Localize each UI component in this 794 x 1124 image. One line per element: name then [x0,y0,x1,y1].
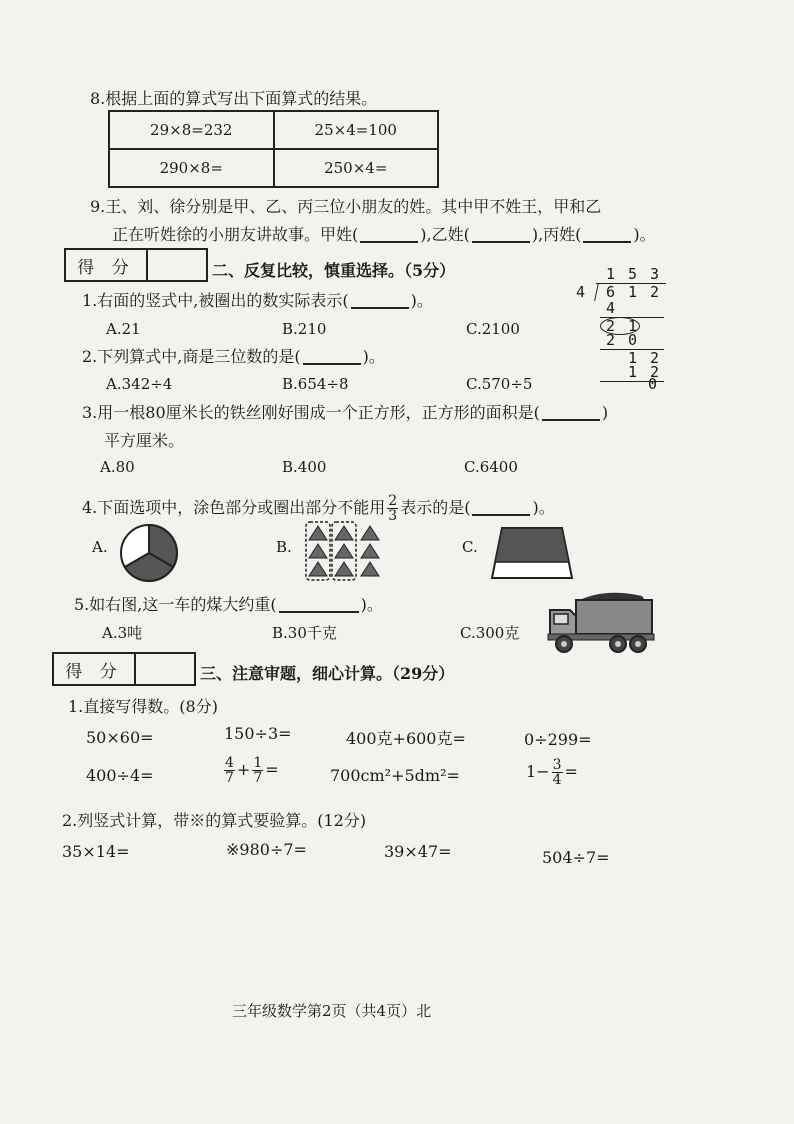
mental-calc: 50×60= [86,728,154,747]
q9-text: ),乙姓( [420,225,470,244]
option-a[interactable]: A.80 [100,458,135,476]
option-a[interactable]: A. [92,538,108,556]
fraction [552,758,563,787]
plus-sign: + [236,760,251,779]
q3-prompt: 3.用一根80厘米长的铁丝刚好围成一个正方形，正方形的面积是( [82,403,540,422]
mental-calc-fraction [526,758,578,787]
step-digit: 2 [650,349,660,367]
step-digit: 4 [606,299,616,317]
score-label: 得 分 [54,654,136,684]
denominator: 7 [253,770,263,786]
q3-line2: 平方厘米。 [104,431,185,450]
fraction [252,756,263,785]
score-label: 得 分 [66,250,148,280]
q4-prompt-mid: 表示的是( [400,498,471,517]
q1-prompt: 1.右面的竖式中,被圈出的数实际表示( [82,291,349,310]
q4-prompt-end: )。 [532,498,555,517]
mental-calc: 400÷4= [86,766,154,785]
p2-title: 2.列竖式计算，带※的算式要验算。(12分) [62,811,367,830]
mental-calc: 150÷3= [224,724,292,743]
q9-line2 [112,222,656,245]
q8-cell: 25×4=100 [274,111,439,149]
step-digit: 0 [648,375,658,393]
dividend-digit: 6 [606,283,616,301]
q5-prompt-end: )。 [360,595,383,614]
p1-title: 1.直接写得数。(8分) [68,697,218,716]
q2-prompt-end: )。 [362,347,385,366]
answer-blank[interactable] [360,223,418,243]
step-digit: 2 [606,317,616,335]
q9-text: ),丙姓( [531,225,582,244]
q3-prompt-end: ) [601,403,609,422]
answer-blank[interactable] [472,223,530,243]
column-calc: 504÷7= [542,848,610,867]
q5-prompt: 5.如右图,这一车的煤大约重( [74,595,277,614]
mental-calc-fraction [222,756,279,785]
denominator: 7 [225,770,234,786]
q2-text [82,344,385,367]
trapezoid-icon [490,524,574,580]
pie-circle-icon [118,522,180,584]
fraction [224,756,235,785]
option-b[interactable]: B. [276,538,292,556]
denominator: 3 [388,508,398,524]
long-division [570,265,670,393]
section-title: 三、注意审题，细心计算。（29分） [200,664,455,683]
numerator: 3 [552,757,562,773]
dividend-digit: 2 [650,283,660,301]
q8-cell: 290×8= [109,149,274,187]
q5-text [74,592,383,615]
step-digit: 1 [628,317,638,335]
answer-blank[interactable] [303,345,361,365]
numerator: 4 [225,755,234,771]
score-blank[interactable] [148,250,206,280]
denominator: 4 [552,772,562,788]
column-calc: 39×47= [384,842,452,861]
option-c[interactable]: C.2100 [466,320,520,338]
q3-text [82,400,608,423]
option-b[interactable]: B.654÷8 [282,375,349,393]
score-box [52,652,196,686]
page-footer: 三年级数学第2页（共4页）北 [232,1002,432,1020]
step-digit: 1 [628,363,638,381]
mental-calc: 0÷299= [524,730,592,749]
q9-text: 正在听姓徐的小朋友讲故事。甲姓( [112,225,359,244]
quotient-digit: 1 [606,265,616,283]
option-a[interactable]: A.342÷4 [106,375,173,393]
quotient-digit: 3 [650,265,660,283]
column-calc: 35×14= [62,842,130,861]
option-a[interactable]: A.3吨 [102,624,143,642]
minuend: 1− [526,762,550,781]
q4-text [82,494,555,523]
triangle-group-icon [304,520,384,582]
q8-cell: 250×4= [274,149,439,187]
q1-text [82,288,433,311]
dividend-digit: 1 [628,283,638,301]
step-digit: 0 [628,331,638,349]
option-b[interactable]: B.30千克 [272,624,337,642]
divisor: 4 [576,283,586,301]
answer-blank[interactable] [351,289,409,309]
option-b[interactable]: B.400 [282,458,327,476]
mental-calc: 400克+600克= [346,729,466,748]
q8-prompt: 8.根据上面的算式写出下面算式的结果。 [90,89,378,108]
q1-prompt-end: )。 [410,291,433,310]
q2-prompt: 2.下列算式中,商是三位数的是( [82,347,301,366]
mental-calc: 700cm²+5dm²= [330,766,460,785]
section-title: 二、反复比较，慎重选择。（5分） [212,261,456,280]
q8-cell: 29×8=232 [109,111,274,149]
q9-text: )。 [633,225,656,244]
quotient-digit: 5 [628,265,638,283]
option-c[interactable]: C.570÷5 [466,375,533,393]
option-a[interactable]: A.21 [106,320,141,338]
score-blank[interactable] [136,654,194,684]
q9-line1: 9.王、刘、徐分别是甲、乙、丙三位小朋友的姓。其中甲不姓王，甲和乙 [90,197,602,216]
score-box [64,248,208,282]
q4-prompt: 4.下面选项中，涂色部分或圈出部分不能用 [82,498,386,517]
equals-sign: = [265,760,279,779]
answer-blank[interactable] [279,593,359,613]
answer-blank[interactable] [472,496,530,516]
option-c[interactable]: C.6400 [464,458,518,476]
coal-truck-icon [546,586,658,656]
answer-blank[interactable] [542,401,600,421]
numerator: 2 [388,493,398,509]
column-calc: ※980÷7= [226,840,307,859]
division-bracket [594,283,599,301]
equals-sign: = [564,762,578,781]
answer-blank[interactable] [583,223,631,243]
option-b[interactable]: B.210 [282,320,327,338]
step-digit: 1 [628,349,638,367]
step-digit: 2 [650,363,660,381]
numerator: 1 [253,755,263,771]
option-c[interactable]: C. [462,538,478,556]
q8-table [108,110,439,188]
step-digit: 2 [606,331,616,349]
fraction [387,494,398,523]
option-c[interactable]: C.300克 [460,624,520,642]
